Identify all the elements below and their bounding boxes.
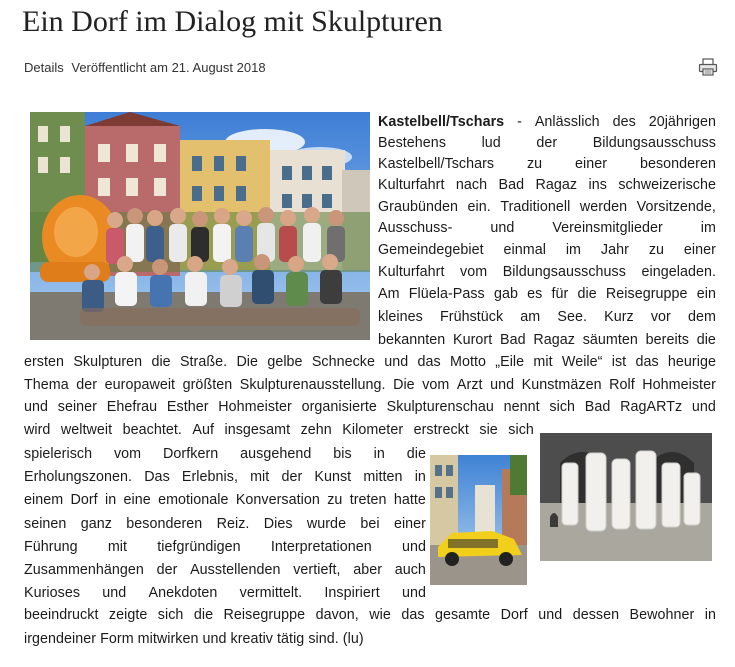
word: einer	[393, 516, 426, 532]
word: im	[700, 220, 716, 236]
word: Reiz.	[216, 516, 250, 532]
word: Ragaz	[535, 177, 578, 193]
word: ein.	[467, 199, 491, 215]
word: dessen	[572, 607, 620, 623]
text-line	[378, 197, 716, 217]
word: Dorfkern	[163, 446, 219, 462]
published-date: Veröffentlicht am 21. August 2018	[71, 60, 266, 75]
word: Führung	[24, 539, 78, 555]
word: Vorsitzende,	[636, 199, 716, 215]
text-line	[378, 307, 716, 327]
word: bis	[333, 446, 352, 462]
word: wie	[369, 607, 391, 623]
text-line	[24, 605, 716, 625]
word: „Eile	[495, 354, 525, 370]
word: und	[384, 354, 409, 370]
word: der	[76, 377, 98, 393]
word: zeigte	[108, 607, 148, 623]
word: Kastelbell/Tschars	[378, 114, 505, 130]
word: Kurioses	[24, 585, 81, 601]
word: der	[156, 562, 178, 578]
text-line	[24, 397, 716, 417]
text-line	[378, 133, 716, 153]
word: Gemeindegebiet	[378, 242, 484, 258]
word: gesamte	[434, 607, 491, 623]
word: werden	[579, 199, 628, 215]
word: in	[414, 469, 426, 485]
word: wird	[24, 422, 51, 438]
text-line	[24, 444, 426, 464]
word: Esther	[166, 399, 209, 415]
word: Kilometer	[342, 422, 404, 438]
sculpture-photo	[540, 433, 712, 561]
word: bei	[360, 516, 380, 532]
word: einer	[683, 242, 716, 258]
text-line	[378, 262, 716, 282]
word: Ehefrau	[106, 399, 158, 415]
word: Weile“	[561, 354, 603, 370]
text-line	[378, 218, 716, 238]
word: Hohmeister	[642, 377, 716, 393]
word: im	[565, 242, 582, 258]
word: Arzt	[456, 377, 483, 393]
word: ausgehend	[240, 446, 312, 462]
word: aber	[353, 562, 383, 578]
word: irgendeiner Form mitwirken und kreativ tätig sind. (lu)	[24, 631, 364, 647]
word: die	[151, 354, 171, 370]
word: Thema	[24, 377, 69, 393]
word: Das	[144, 469, 170, 485]
word: das	[635, 354, 659, 370]
word: ein	[696, 286, 716, 302]
word: Kurz	[604, 309, 634, 325]
text-line	[24, 514, 426, 534]
word: Bewohner	[629, 607, 695, 623]
word: erstreckt	[413, 422, 469, 438]
word: See.	[557, 309, 587, 325]
article-category[interactable]: Details	[24, 60, 64, 75]
word: Ragaz	[533, 332, 575, 348]
word: Die	[393, 377, 415, 393]
text-line	[378, 154, 716, 174]
word: und	[490, 220, 515, 236]
word: Graubünden	[378, 199, 458, 215]
word: Erholungszonen.	[24, 469, 133, 485]
word: vermittelt.	[239, 585, 303, 601]
word: des	[612, 114, 636, 130]
word: Ausstellenden	[190, 562, 281, 578]
word: eingeladen.	[641, 264, 716, 280]
word: sich	[508, 422, 534, 438]
word: die	[696, 332, 716, 348]
text-line	[378, 240, 716, 260]
text-line	[24, 629, 364, 649]
word: Jahr	[600, 242, 629, 258]
word: Die	[236, 354, 259, 370]
word: weltweit	[60, 422, 113, 438]
word: sich	[157, 607, 184, 623]
text-line	[24, 352, 716, 372]
word: Dorf	[500, 607, 528, 623]
word: einer	[575, 156, 608, 172]
word: hatte	[393, 492, 426, 508]
text-line	[24, 467, 426, 487]
text-line	[378, 330, 716, 350]
text-line	[24, 560, 426, 580]
text-line	[24, 537, 426, 557]
word: und	[401, 585, 426, 601]
word: vom	[460, 264, 488, 280]
text-line	[378, 175, 716, 195]
word: ganz	[80, 516, 112, 532]
word: insgesamt	[224, 422, 291, 438]
word: Traditionell	[500, 199, 571, 215]
text-line	[24, 375, 716, 395]
word: Flüela-Pass	[408, 286, 485, 302]
word: Skulpturen	[73, 354, 143, 370]
word: Kunst	[314, 469, 352, 485]
text-line	[24, 583, 426, 603]
word: Skulpturenschau	[386, 399, 494, 415]
word: ins	[588, 177, 607, 193]
word: und	[401, 539, 426, 555]
word: bekannten	[378, 332, 446, 348]
word: nach	[455, 177, 488, 193]
word: Straße.	[179, 354, 228, 370]
word: beeindruckt	[24, 607, 99, 623]
word: seinen	[24, 516, 67, 532]
word: das	[401, 607, 425, 623]
word: der	[281, 469, 303, 485]
word: vom	[422, 377, 450, 393]
word: Kurort	[453, 332, 493, 348]
word: Bildungsausschuss	[592, 135, 716, 151]
word: und	[490, 377, 515, 393]
word: organisierte	[301, 399, 377, 415]
word: mit	[107, 539, 128, 555]
word: für	[551, 286, 569, 302]
word: der	[536, 135, 558, 151]
word: nennt	[503, 399, 540, 415]
word: mit	[533, 354, 553, 370]
text-line	[24, 420, 534, 440]
word: Konversation	[235, 492, 320, 508]
word: besonderen	[126, 516, 203, 532]
word: Skulpturenausstellung.	[239, 377, 386, 393]
word: heurige	[667, 354, 716, 370]
word: -	[517, 114, 522, 130]
word: am	[520, 309, 541, 325]
word: einmal	[503, 242, 546, 258]
word: gab	[493, 286, 518, 302]
word: Rolf	[609, 377, 635, 393]
word: es	[527, 286, 543, 302]
word: Bestehens	[378, 135, 447, 151]
word: sie	[479, 422, 498, 438]
word: Kastelbell/Tschars	[378, 156, 495, 172]
word: wurde	[306, 516, 347, 532]
article-title: Ein Dorf im Dialog mit Skulpturen	[22, 5, 443, 38]
word: sich	[549, 399, 576, 415]
word: und	[24, 399, 49, 415]
word: besonderen	[639, 156, 716, 172]
word: die	[406, 446, 426, 462]
word: Am	[378, 286, 400, 302]
word: bereits	[645, 332, 689, 348]
word: und	[538, 607, 563, 623]
word: Motto	[450, 354, 487, 370]
word: gelbe	[267, 354, 303, 370]
word: in	[704, 607, 716, 623]
word: zehn	[300, 422, 332, 438]
word: treten	[349, 492, 387, 508]
word: vor	[650, 309, 671, 325]
word: zu	[526, 156, 543, 172]
word: Anlässlich	[534, 114, 600, 130]
word: größten	[182, 377, 233, 393]
word: RagARTz	[620, 399, 683, 415]
word: auch	[394, 562, 426, 578]
word: mitten	[363, 469, 403, 485]
word: und	[691, 399, 716, 415]
text-line	[24, 490, 426, 510]
word: Kulturfahrt	[378, 177, 445, 193]
word: spielerisch	[24, 446, 93, 462]
word: Hohmeister	[218, 399, 292, 415]
word: Dorf	[70, 492, 98, 508]
word: Anekdoten	[148, 585, 218, 601]
word: Interpretationen	[270, 539, 372, 555]
word: europaweit	[104, 377, 176, 393]
word: Bad	[500, 332, 526, 348]
word: in	[373, 446, 385, 462]
word: einem	[24, 492, 64, 508]
word: kleines	[378, 309, 423, 325]
word: Auf	[192, 422, 215, 438]
word: ist	[611, 354, 627, 370]
word: Frühstück	[439, 309, 504, 325]
word: Ausschuss-	[378, 220, 453, 236]
street-photo	[430, 455, 527, 585]
word: beachtet.	[122, 422, 182, 438]
word: ersten	[24, 354, 65, 370]
word: in	[105, 492, 117, 508]
word: und	[102, 585, 127, 601]
word: Dies	[263, 516, 293, 532]
word: Bildungsausschuss	[502, 264, 626, 280]
word: Schnecke	[311, 354, 375, 370]
word: davon,	[315, 607, 359, 623]
word: Reisegruppe	[223, 607, 306, 623]
word: tiefgründigen	[157, 539, 241, 555]
word: säumten	[582, 332, 638, 348]
printer-icon[interactable]	[698, 58, 718, 76]
article-meta	[24, 60, 266, 75]
word: zu	[648, 242, 665, 258]
text-line	[378, 112, 716, 132]
word: Kunstmäzen	[521, 377, 602, 393]
word: Bad	[498, 177, 525, 193]
word: Zusammenhängen	[24, 562, 144, 578]
word: eine	[123, 492, 151, 508]
word: emotionale	[158, 492, 229, 508]
word: Kulturfahrt	[378, 264, 445, 280]
word: das	[417, 354, 441, 370]
word: 20jährigen	[648, 114, 716, 130]
word: mit	[250, 469, 270, 485]
word: Erlebnis,	[181, 469, 238, 485]
word: seiner	[57, 399, 97, 415]
word: vom	[113, 446, 142, 462]
text-line	[378, 284, 716, 304]
word: die	[577, 286, 597, 302]
word: vertieft,	[293, 562, 341, 578]
word: dem	[687, 309, 716, 325]
word: Reisegruppe	[605, 286, 688, 302]
word: zu	[327, 492, 343, 508]
word: Vereinsmitglieder	[552, 220, 663, 236]
word: schweizerische	[618, 177, 716, 193]
word: Bad	[584, 399, 611, 415]
word: die	[193, 607, 214, 623]
word: Inspiriert	[324, 585, 380, 601]
word: lud	[481, 135, 501, 151]
group-photo	[30, 112, 370, 340]
